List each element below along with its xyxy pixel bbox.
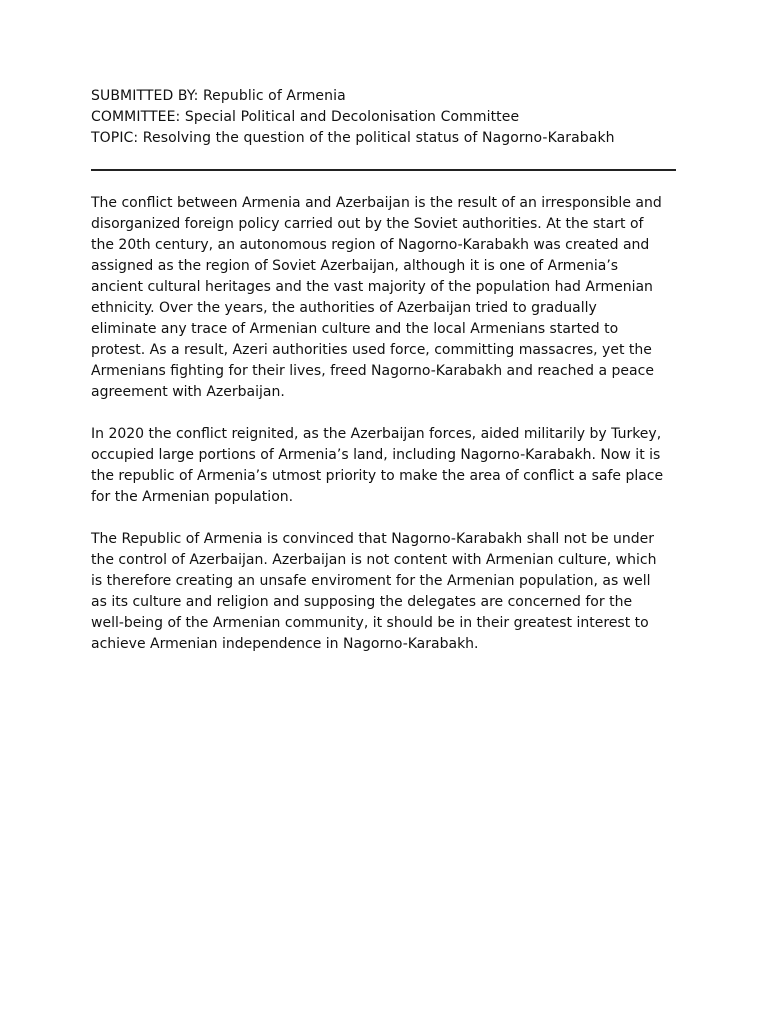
- submitted-by-line: SUBMITTED BY: Republic of Armenia: [91, 88, 346, 104]
- topic-line: TOPIC: Resolving the question of the political status of Nagorno-Karabakh: [91, 130, 615, 146]
- document-body: [91, 193, 666, 676]
- paragraph-1: The conflict between Armenia and Azerbaijan is the result of an irresponsible and disorganized foreign policy carried out by the Soviet authorities. At the start of the 20th century, an autonomous region of Nagorno-Karabakh was created and assigned as the region of Soviet Azerbaijan, although it is one of Armenia’s ancient cultural heritages and the vast majority of the population had Armenian ethnicity. Over the years, the authorities of Azerbaijan tried to gradually eliminate any trace of Armenian culture and the local Armenians started to protest. As a result, Azeri authorities used force, committing massacres, yet the Armenians fighting for their lives, freed Nagorno-Karabakh and reached a peace agreement with Azerbaijan.: [91, 195, 662, 400]
- paragraph-3: The Republic of Armenia is convinced that Nagorno-Karabakh shall not be under the control of Azerbaijan. Azerbaijan is not content with Armenian culture, which is therefore creating an unsafe enviroment for the Armenian population, as well as its culture and religion and supposing the delegates are concerned for the well-being of the Armenian community, it should be in their greatest interest to achieve Armenian independence in Nagorno-Karabakh.: [91, 531, 657, 652]
- header-divider: [91, 169, 676, 171]
- paragraph-2: In 2020 the conflict reignited, as the Azerbaijan forces, aided militarily by Turkey, occupied large portions of Armenia’s land, including Nagorno-Karabakh. Now it is the republic of Armenia’s utmost priority to make the area of conflict a safe place for the Armenian population.: [91, 426, 664, 505]
- document-header: [91, 86, 681, 149]
- committee-line: COMMITTEE: Special Political and Decolonisation Committee: [91, 109, 520, 125]
